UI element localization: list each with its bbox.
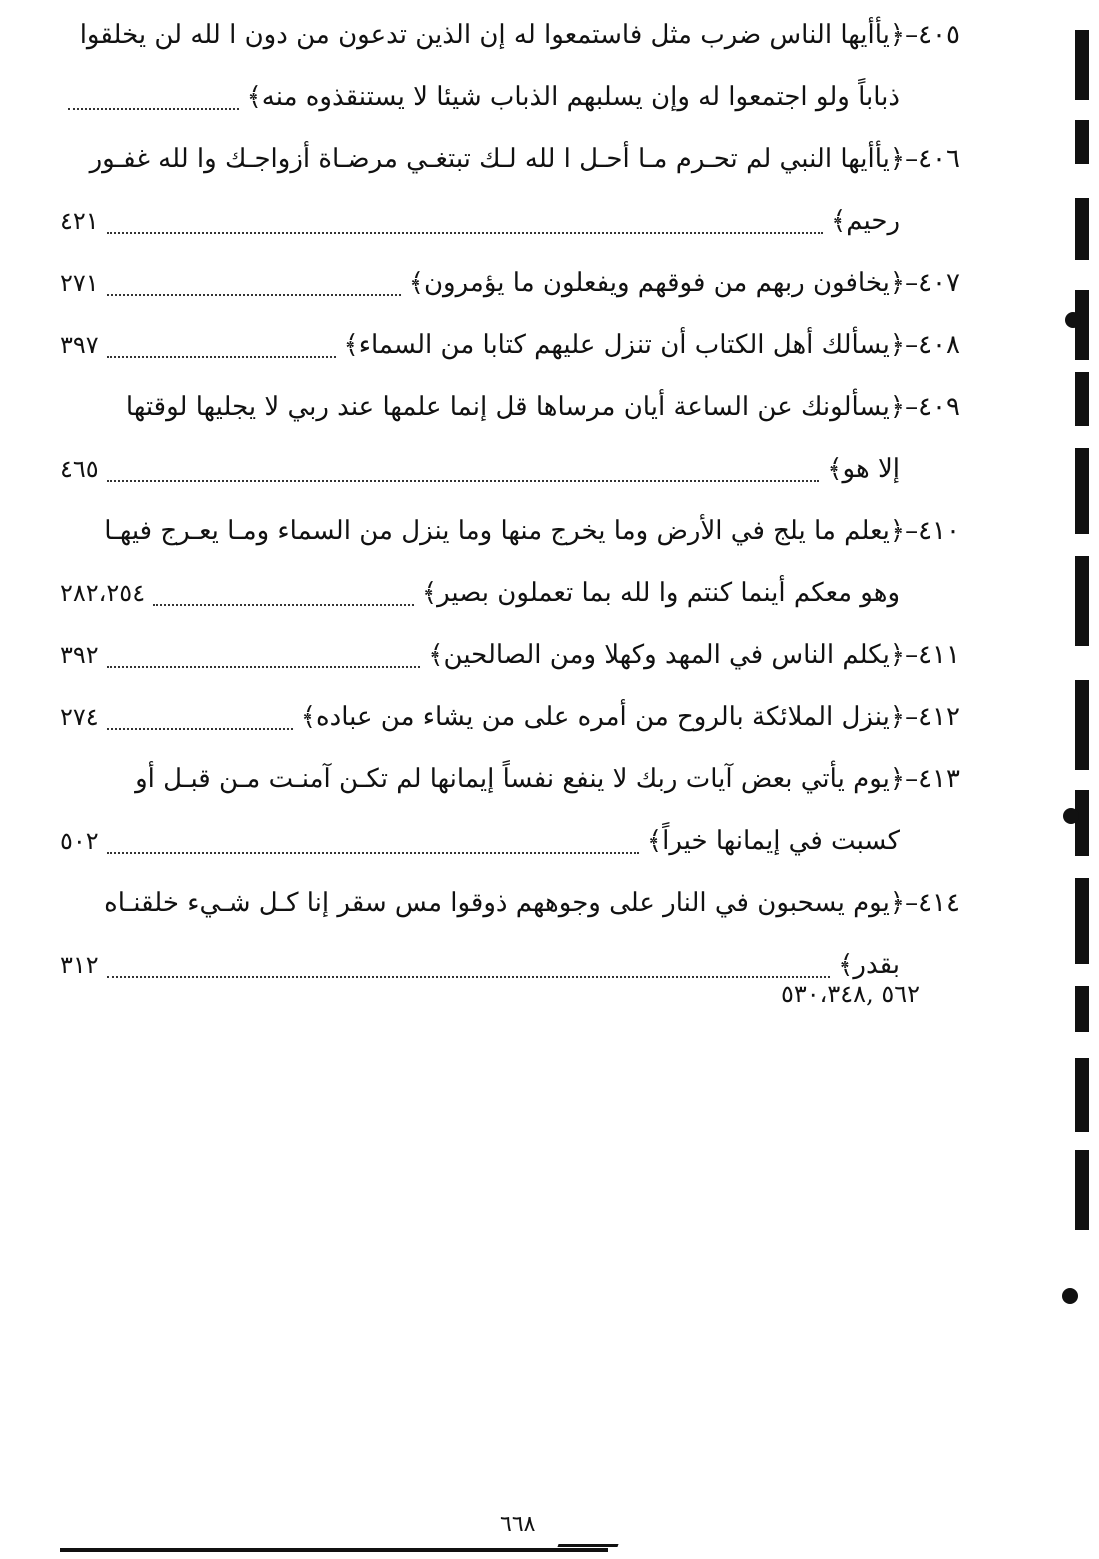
index-entry [60,500,960,624]
entry-number: ٤٠٨ [918,330,960,360]
entry-verse-line: إلا هو﴾ [827,454,900,484]
page-reference: ٢٧٤ [60,703,99,731]
entry-verse-line: رحيم﴾ [830,206,900,236]
binder-hole-mark [1065,312,1081,328]
entry-verse-line: كسبت في إيمانها خيراً﴾ [646,826,900,856]
entry-verse-line: –﴿يأأيها الناس ضرب مثل فاستمعوا له إن الذين تدعون من دون ا لله لن يخلقوا [79,20,919,50]
footer-rule-accent [557,1544,618,1547]
leader-dots [107,852,639,854]
binder-mark [1075,448,1089,534]
entry-verse-line: –﴿يأأيها النبي لم تحـرم مـا أحـل ا لله لـك تبتغـي مرضـاة أزواجـك وا لله غفـور [89,144,919,174]
verse-index-list [60,4,960,996]
entry-verse-line: ذباباً ولو اجتمعوا له وإن يسلبهم الذباب شيئا لا يستنقذوه منه﴾ [246,82,900,112]
binder-mark [1075,556,1089,646]
binder-mark [1075,680,1089,770]
page-reference: ٣٩٧ [60,331,99,359]
page-reference: ٤٦٥ [60,455,99,483]
page-reference: ٢٧١ [60,269,99,297]
index-entry [60,128,960,252]
page-reference: ٢٨٢،٢٥٤ [60,579,146,607]
index-entry [60,686,960,748]
binder-mark [1075,1150,1089,1230]
page-number: ٦٦٨ [500,1512,536,1537]
index-entry [60,4,960,128]
leader-dots [107,232,823,234]
entry-verse-line: –﴿يكلم الناس في المهد وكهلا ومن الصالحين﴾ [428,640,919,670]
binder-mark [1075,198,1089,260]
entry-verse-line: وهو معكم أينما كنتم وا لله بما تعملون بصير﴾ [421,578,900,608]
index-entry [60,314,960,376]
entry-number: ٤٠٩ [918,392,960,422]
entry-number: ٤١١ [918,640,960,670]
entry-verse-line: –﴿ينزل الملائكة بالروح من أمره على من يشاء من عباده﴾ [300,702,919,732]
binder-mark [1075,1058,1089,1132]
binder-mark [1075,878,1089,964]
leader-dots [107,356,336,358]
entry-number: ٤٠٦ [918,144,960,174]
footer-rule [60,1548,608,1552]
page-reference: ٣١٢ [60,951,99,979]
binder-mark [1075,30,1089,100]
entry-number: ٤٠٧ [918,268,960,298]
entry-number: ٤٠٥ [918,20,960,50]
leader-dots [107,666,421,668]
binder-mark [1075,790,1089,856]
page-reference: ٥٠٢ [60,827,99,855]
leader-dots [107,728,293,730]
trailing-page-references: ٥٦٢ ,٥٣٠،٣٤٨ [780,980,920,1008]
entry-number: ٤١٢ [918,702,960,732]
page-reference: ٤٢١ [60,207,99,235]
binder-mark [1075,986,1089,1032]
index-entry [60,252,960,314]
entry-verse-line: –﴿يوم يأتي بعض آيات ربك لا ينفع نفساً إيمانها لم تكـن آمنـت مـن قبـل أو [135,764,919,794]
binder-hole-mark [1063,808,1079,824]
binder-hole-mark [1062,1288,1078,1304]
entry-verse-line: بقدر﴾ [838,950,900,980]
binder-mark [1075,120,1089,164]
entry-verse-line: –﴿يخافون ربهم من فوقهم ويفعلون ما يؤمرون﴾ [408,268,919,298]
index-entry [60,624,960,686]
index-entry [60,376,960,500]
entry-verse-line: –﴿يعلم ما يلج في الأرض وما يخرج منها وما ينزل من السماء ومـا يعـرج فيهـا [104,516,919,546]
entry-verse-line: –﴿يسألونك عن الساعة أيان مرساها قل إنما علمها عند ربي لا يجليها لوقتها [125,392,919,422]
binder-mark [1075,372,1089,426]
leader-dots [107,976,831,978]
document-page [60,0,960,1559]
entry-number: ٤١٣ [918,764,960,794]
leader-dots [107,294,401,296]
leader-dots [153,604,414,606]
entry-number: ٤١٤ [918,888,960,918]
entry-number: ٤١٠ [918,516,960,546]
leader-dots [68,108,239,110]
index-entry [60,748,960,872]
entry-verse-line: –﴿يوم يسحبون في النار على وجوههم ذوقوا مس سقر إنا كـل شـيء خلقنـاه [104,888,919,918]
index-entry [60,872,960,996]
page-reference: ٣٩٢ [60,641,99,669]
entry-verse-line: –﴿يسألك أهل الكتاب أن تنزل عليهم كتابا من السماء﴾ [343,330,919,360]
leader-dots [107,480,820,482]
